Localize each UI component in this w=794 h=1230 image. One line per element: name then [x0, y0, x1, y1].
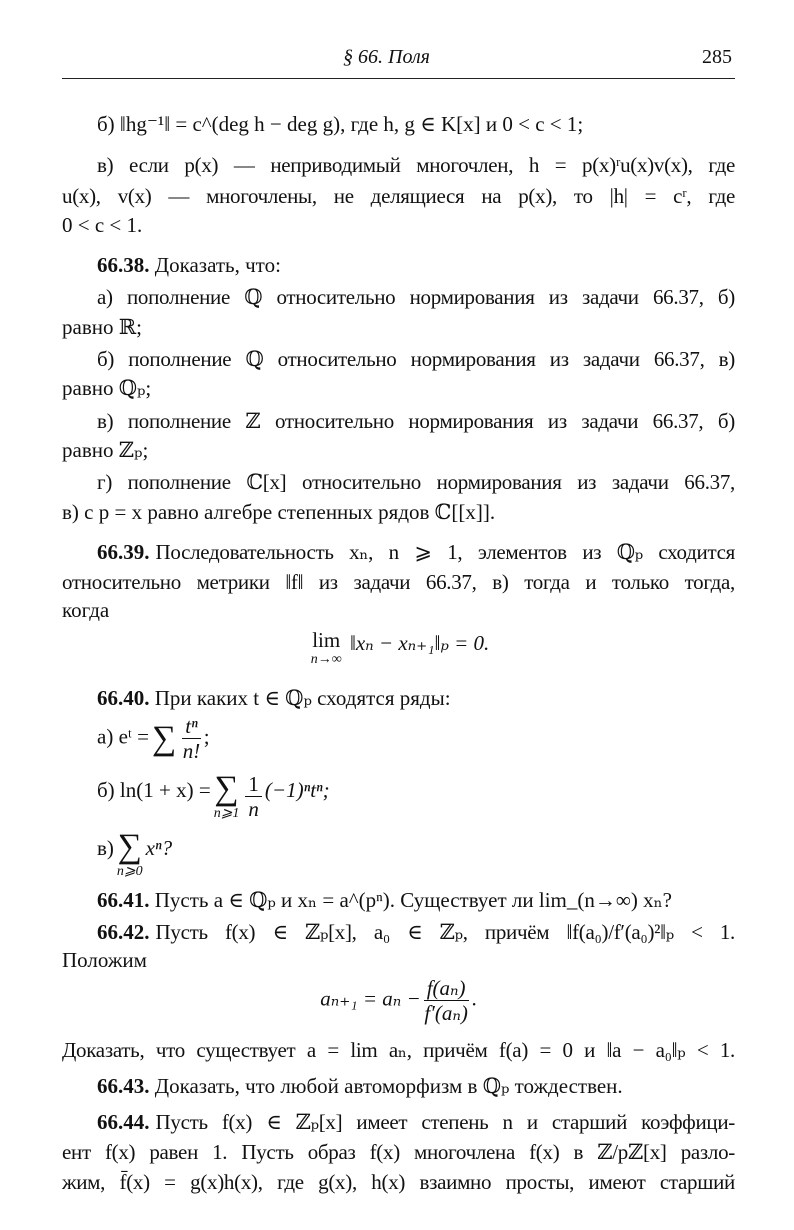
text-line: когда	[62, 598, 110, 622]
fraction	[182, 714, 200, 763]
lim-subscript: n→∞	[310, 652, 342, 667]
text-line: в) пополнение ℤ относительно нормирования из задачи 66.37, б)	[97, 409, 735, 433]
text-line: г) пополнение ℂ[x] относительно нормирования из задачи 66.37,	[97, 470, 735, 494]
problem-66-42	[97, 918, 735, 946]
text-line: жим, f̄(x) = g(x)h(x), где g(x), h(x) взаимно просты, имеют старший	[62, 1170, 735, 1194]
running-header: § 66. Поля	[343, 46, 430, 68]
sum-sign	[214, 772, 240, 822]
problem-number: 66.44.	[97, 1110, 150, 1134]
numerator: f(aₙ)	[424, 976, 469, 1001]
problem-66-41	[97, 886, 735, 914]
problem-text: Пусть f(x) ∈ ℤₚ[x], a₀ ∈ ℤₚ, причём ‖f(a₀)/f′(a₀)²‖ₚ < 1.	[155, 920, 735, 944]
lim-body: ‖xₙ − xₙ₊₁‖ₚ = 0.	[349, 631, 490, 655]
page-number: 285	[702, 46, 732, 68]
text-line: а) пополнение ℚ относительно нормирования из задачи 66.37, б)	[97, 285, 735, 309]
numerator: tⁿ	[182, 714, 200, 739]
problem-number: 66.40.	[97, 686, 150, 710]
fraction	[424, 976, 469, 1025]
text-line: равно ℚₚ;	[62, 376, 152, 400]
sigma: ∑	[152, 719, 177, 757]
sigma: ∑	[117, 828, 142, 865]
problem-text: При каких t ∈ ℚₚ сходятся ряды:	[154, 686, 451, 710]
sum-sign	[117, 830, 143, 880]
problem-66-39	[97, 538, 735, 566]
text-line: относительно метрики ‖f‖ из задачи 66.37, в) тогда и только тогда,	[62, 570, 735, 594]
sigma: ∑	[214, 770, 239, 807]
denominator: n!	[182, 739, 201, 763]
denominator: n	[248, 797, 259, 821]
problem-text: Пусть f(x) ∈ ℤₚ[x] имеет степень n и старший коэффици-	[155, 1110, 735, 1134]
problem-number: 66.41.	[97, 888, 150, 912]
lim-operator	[311, 628, 342, 668]
text-line: 0 < c < 1.	[62, 213, 143, 237]
text-line: б) пополнение ℚ относительно нормирования из задачи 66.37, в)	[97, 347, 735, 371]
limit-formula	[62, 628, 735, 668]
text-line: в) если p(x) — неприводимый многочлен, h = p(x)ʳu(x)v(x), где	[97, 153, 735, 177]
numerator: 1	[245, 772, 262, 797]
formula-lhs: aₙ₊₁ = aₙ −	[320, 986, 421, 1011]
series-tail: (−1)ⁿtⁿ;	[264, 778, 330, 802]
problem-66-43	[97, 1072, 735, 1100]
header-rule	[62, 78, 735, 79]
denominator: f′(aₙ)	[424, 1001, 468, 1025]
problem-number: 66.39.	[97, 540, 150, 564]
text-line: равно ℤₚ;	[62, 438, 149, 462]
problem-66-40	[97, 684, 735, 712]
lim-text: lim	[312, 628, 341, 652]
newton-formula	[62, 976, 735, 1025]
problem-number: 66.38.	[97, 253, 150, 277]
text-line: ент f(x) равен 1. Пусть образ f(x) многочлена f(x) в ℤ/pℤ[x] разло-	[62, 1140, 735, 1164]
series-tail: xⁿ?	[145, 836, 173, 860]
problem-66-44	[97, 1108, 735, 1136]
series-v	[97, 830, 735, 882]
text-line: Доказать, что существует a = lim aₙ, причём f(a) = 0 и ‖a − a₀‖ₚ < 1.	[62, 1038, 735, 1062]
problem-text: Пусть a ∈ ℚₚ и xₙ = a^(pⁿ). Существует ли lim_(n→∞) xₙ?	[154, 888, 672, 912]
text-line: u(x), v(x) — многочлены, не делящиеся на p(x), то |h| = cʳ, где	[62, 184, 735, 208]
text-line: Положим	[62, 948, 147, 972]
problem-text: Последовательность xₙ, n ⩾ 1, элементов из ℚₚ сходится	[155, 540, 735, 564]
text-line: в) с p = x равно алгебре степенных рядов ℂ[[x]].	[62, 500, 496, 524]
problem-text: Доказать, что:	[154, 253, 281, 277]
series-label: в)	[97, 836, 114, 860]
series-label: а) eᵗ =	[97, 724, 149, 749]
problem-66-38	[97, 251, 735, 279]
series-b	[97, 772, 735, 824]
sum-subscript: n⩾1	[213, 806, 240, 821]
formula-tail: .	[471, 986, 477, 1011]
sum-sign	[152, 719, 177, 757]
series-label: б) ln(1 + x) =	[97, 778, 211, 802]
series-tail: ;	[203, 724, 210, 749]
text-line: б) ‖hg⁻¹‖ = c^(deg h − deg g), где h, g ∈ K[x] и 0 < c < 1;	[97, 112, 584, 136]
problem-text: Доказать, что любой автоморфизм в ℚₚ тождествен.	[154, 1074, 623, 1098]
problem-number: 66.42.	[97, 920, 150, 944]
sum-subscript: n⩾0	[116, 864, 143, 879]
series-a	[97, 714, 735, 766]
fraction	[245, 772, 262, 821]
text-line: равно ℝ;	[62, 315, 143, 339]
problem-number: 66.43.	[97, 1074, 150, 1098]
